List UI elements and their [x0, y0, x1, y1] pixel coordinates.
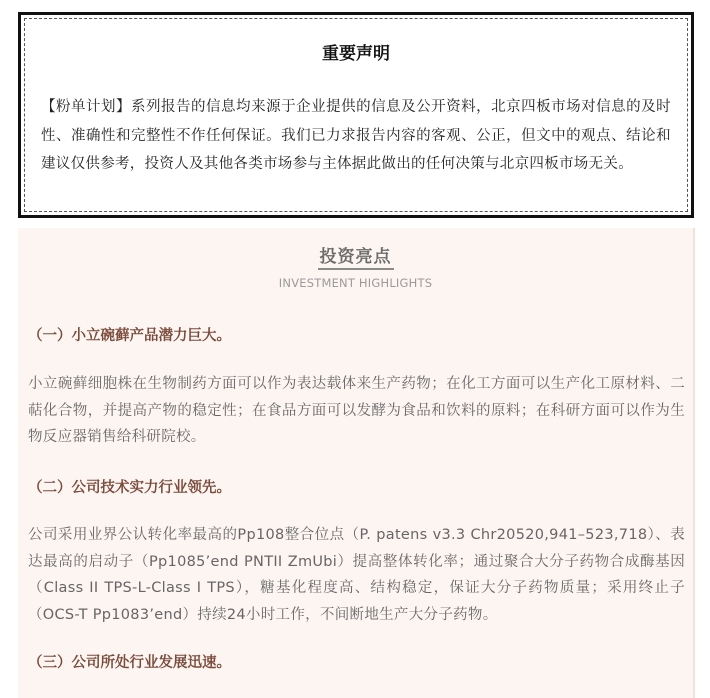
highlight-paragraph: 公司采用业界公认转化率最高的Pp108整合位点（P. patens v3.3 Chr20520,941–523,718）、表达最高的启动子（Pp1085’end PNTII ZmUbi）提高整体转化率；通过聚合大分子药物合成酶基因（Class II TPS-L-Class I TPS），糖基化程度高、结构稳定，保证大分子药物质量；采用终止子（OCS-T Pp1083’end）持续24小时工作，不间断地生产大分子药物。: [28, 527, 685, 623]
notice-dashed-frame: [24, 18, 688, 212]
important-notice-box: [18, 12, 694, 218]
highlight-item-3: [28, 651, 685, 672]
highlight-item-1-body: [28, 371, 685, 451]
section-title-en: INVESTMENT HIGHLIGHTS: [278, 276, 433, 290]
notice-title: 重要声明: [322, 44, 390, 64]
section-heading: [18, 242, 693, 290]
section-title-zh: 投资亮点: [318, 242, 394, 270]
highlight-paragraph: 小立碗藓细胞株在生物制药方面可以作为表达载体来生产药物；在化工方面可以生产化工原材料、二萜化合物，并提高产物的稳定性；在食品方面可以发酵为食品和饮料的原料；在科研方面可以作为生物反应器销售给科研院校。: [28, 376, 685, 445]
highlight-item-1: [28, 324, 685, 345]
highlight-heading: （三）公司所处行业发展迅速。: [28, 655, 231, 671]
investment-highlights-section: [18, 228, 695, 698]
highlight-item-2-body: [28, 522, 685, 628]
highlight-heading: （一）小立碗藓产品潜力巨大。: [28, 328, 231, 344]
highlight-heading: （二）公司技术实力行业领先。: [28, 480, 231, 496]
highlight-item-2: [28, 476, 685, 497]
notice-body: 【粉单计划】系列报告的信息均来源于企业提供的信息及公开资料，北京四板市场对信息的及时性、准确性和完整性不作任何保证。我们已力求报告内容的客观、公正，但文中的观点、结论和建议仅供参考，投资人及其他各类市场参与主体据此做出的任何决策与北京四板市场无关。: [41, 99, 671, 172]
